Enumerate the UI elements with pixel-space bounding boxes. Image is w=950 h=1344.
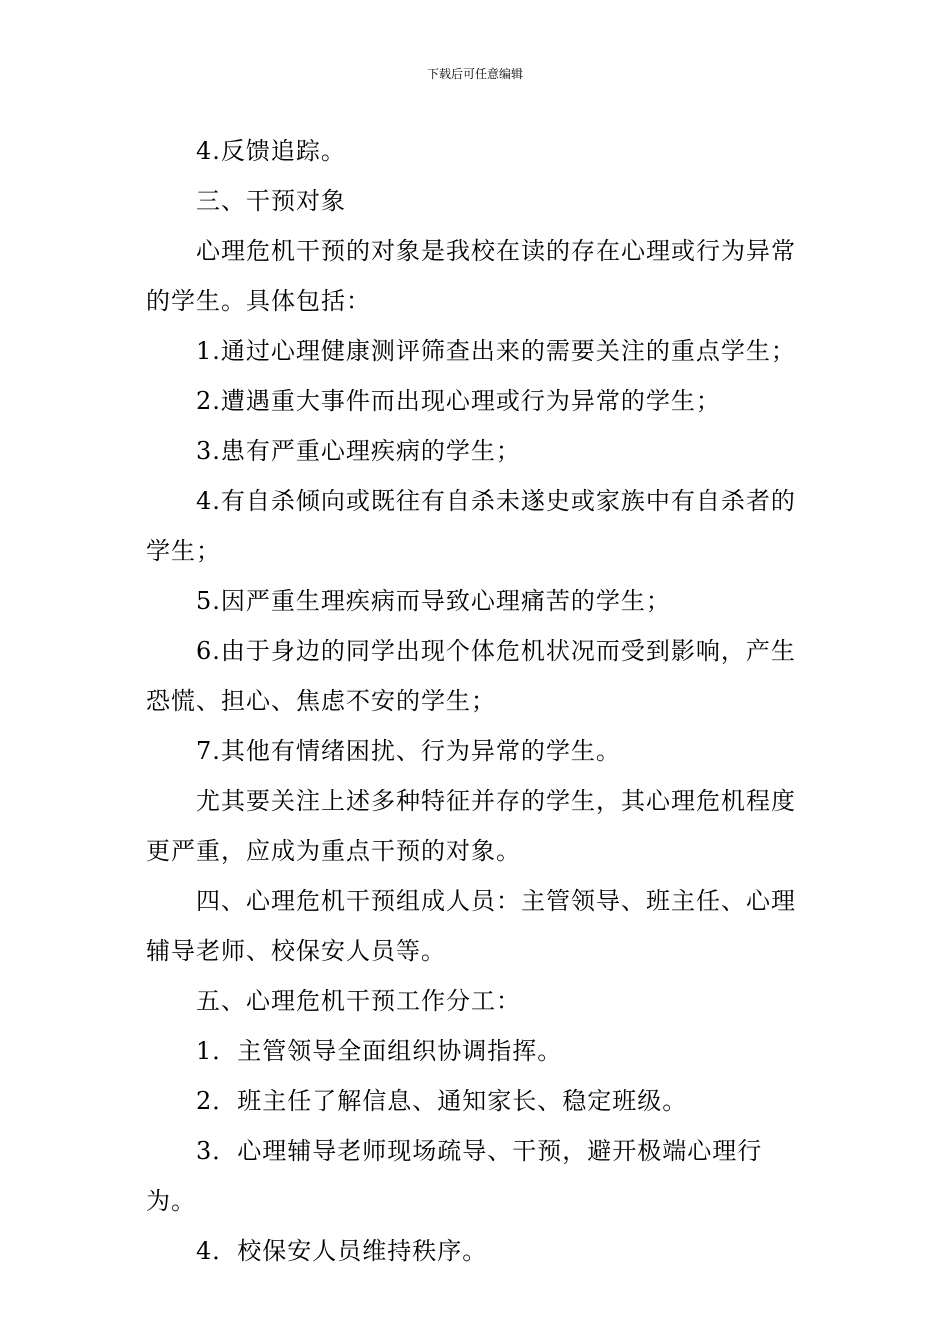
list-item-target-3: 3.患有严重心理疾病的学生； <box>196 437 521 465</box>
list-item-target-4: 4.有自杀倾向或既往有自杀未遂史或家族中有自杀者的学生； <box>146 487 796 565</box>
paragraph-feedback-tracking: 4.反馈追踪。 <box>196 137 346 165</box>
document-body <box>146 126 810 1276</box>
paragraph-targets-intro: 心理危机干预的对象是我校在读的存在心理或行为异常的学生。具体包括： <box>146 237 796 315</box>
page-header: 下载后可任意编辑 <box>426 67 523 81</box>
list-item-target-5: 5.因严重生理疾病而导致心理痛苦的学生； <box>196 587 671 615</box>
list-item-target-1: 1.通过心理健康测评筛查出来的需要关注的重点学生； <box>196 337 796 365</box>
list-item-target-7: 7.其他有情绪困扰、行为异常的学生。 <box>196 737 621 765</box>
section-heading-division-of-work: 五、心理危机干预工作分工： <box>196 987 521 1015</box>
list-item-duty-1: 1．主管领导全面组织协调指挥。 <box>196 1037 563 1065</box>
list-item-duty-4: 4．校保安人员维持秩序。 <box>196 1237 488 1265</box>
section-heading-team-members: 四、心理危机干预组成人员：主管领导、班主任、心理辅导老师、校保安人员等。 <box>146 887 796 965</box>
list-item-target-6: 6.由于身边的同学出现个体危机状况而受到影响，产生恐慌、担心、焦虑不安的学生； <box>146 637 796 715</box>
list-item-target-2: 2.遭遇重大事件而出现心理或行为异常的学生； <box>196 387 721 415</box>
paragraph-priority-note: 尤其要关注上述多种特征并存的学生，其心理危机程度更严重，应成为重点干预的对象。 <box>146 787 796 865</box>
list-item-duty-2: 2．班主任了解信息、通知家长、稳定班级。 <box>196 1087 688 1115</box>
section-heading-intervention-targets: 三、干预对象 <box>196 187 346 215</box>
list-item-duty-3: 3．心理辅导老师现场疏导、干预，避开极端心理行为。 <box>146 1137 763 1215</box>
